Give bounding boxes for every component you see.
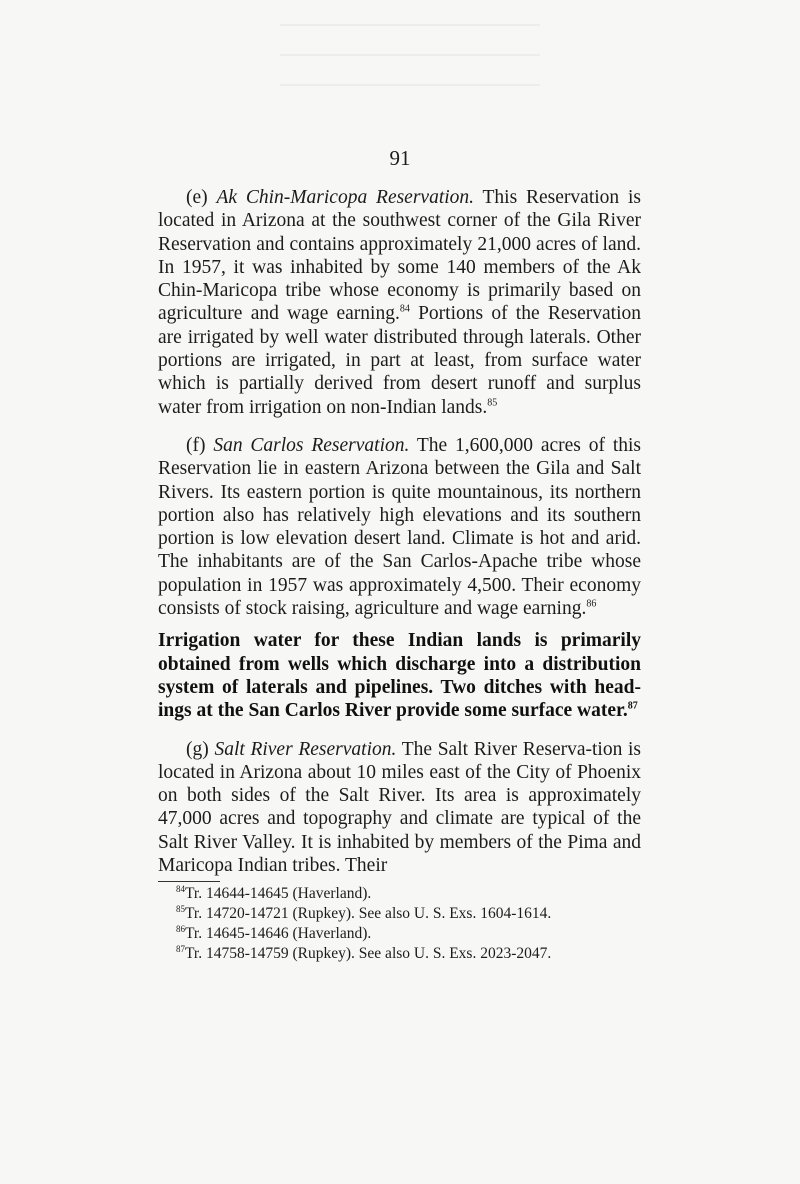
page-number: 91 bbox=[389, 146, 411, 170]
paragraph-text: This Reservation is located in Arizona at the southwest corner of the Gila River Reservation and contains approximately 21,000 acres of land. In 1957, it was inhabited by some 140 members of the Ak Chin-Maricopa tribe whose economy is primarily based on agriculture and wage earning. bbox=[158, 187, 641, 325]
section-title: Salt River Reservation. bbox=[214, 738, 397, 760]
paragraph-irrigation bbox=[158, 629, 641, 722]
paragraph-text: Portions of the Reservation are irrigated by well water distributed through laterals. Other portions are irrigated, in part at least, from surface water which is partially derived from desert runoff and surplus water from irrigation on non-Indian lands. bbox=[158, 303, 642, 418]
paragraph-text: Irrigation water for these Indian lands is primarily obtained from wells which discharge into a distribution system of laterals and pipelines. Two ditches with head-ings at the San Carlos River provide some surface water. bbox=[158, 630, 641, 722]
section-title: Ak Chin-Maricopa Reservation. bbox=[216, 187, 475, 208]
footnotes bbox=[176, 884, 646, 964]
paragraph-g bbox=[158, 738, 641, 878]
paragraph-e bbox=[158, 186, 641, 419]
paragraph-label: (g) bbox=[186, 738, 209, 760]
footnote-divider bbox=[158, 881, 220, 882]
footnote bbox=[176, 904, 646, 924]
footnote bbox=[176, 924, 646, 944]
footnote-text: Tr. 14720-14721 (Rupkey). See also U. S. Exs. 1604-1614. bbox=[185, 905, 552, 922]
footnote-text: Tr. 14645-14646 (Haverland). bbox=[185, 925, 372, 942]
paragraph-text: The Salt River Reserva-tion is located in Arizona about 10 miles east of the City of Phoenix on both sides of the Salt River. Its area is approximately 47,000 acres and topography and climate are typical of the Salt River Valley. It is inhabited by members of the Pima and Maricopa Indian tribes. Their bbox=[158, 738, 642, 877]
footnote-number: 87 bbox=[176, 943, 185, 954]
footnote-ref[interactable]: 85 bbox=[487, 397, 498, 409]
footnote-number: 85 bbox=[176, 903, 185, 914]
footnote bbox=[176, 944, 646, 964]
footnote-text: Tr. 14758-14759 (Rupkey). See also U. S. Exs. 2023-2047. bbox=[185, 945, 552, 962]
footnote-number: 86 bbox=[176, 923, 185, 934]
body-text bbox=[158, 186, 641, 877]
footnote-ref[interactable]: 86 bbox=[586, 598, 597, 610]
footnote bbox=[176, 884, 646, 904]
footnote-ref[interactable]: 87 bbox=[627, 700, 638, 712]
section-title: San Carlos Reservation. bbox=[213, 434, 410, 456]
paragraph-f bbox=[158, 434, 641, 620]
paragraph-text: The 1,600,000 acres of this Reservation lie in eastern Arizona between the Gila and Salt Rivers. Its eastern portion is quite mountainous, its northern portion also has relatively high elevations and its southern portion is low elevation desert land. Climate is hot and arid. The inhabitants are of the San Carlos-Apache tribe whose population in 1957 was approximately 4,500. Their economy consists of stock raising, agriculture and wage earning. bbox=[158, 434, 641, 620]
footnote-ref[interactable]: 84 bbox=[399, 303, 410, 315]
footnote-number: 84 bbox=[176, 883, 185, 894]
paragraph-label: (f) bbox=[186, 434, 206, 456]
bleed-through-shadow bbox=[280, 0, 540, 100]
footnote-text: Tr. 14644-14645 (Haverland). bbox=[185, 885, 372, 902]
paragraph-label: (e) bbox=[186, 187, 208, 208]
